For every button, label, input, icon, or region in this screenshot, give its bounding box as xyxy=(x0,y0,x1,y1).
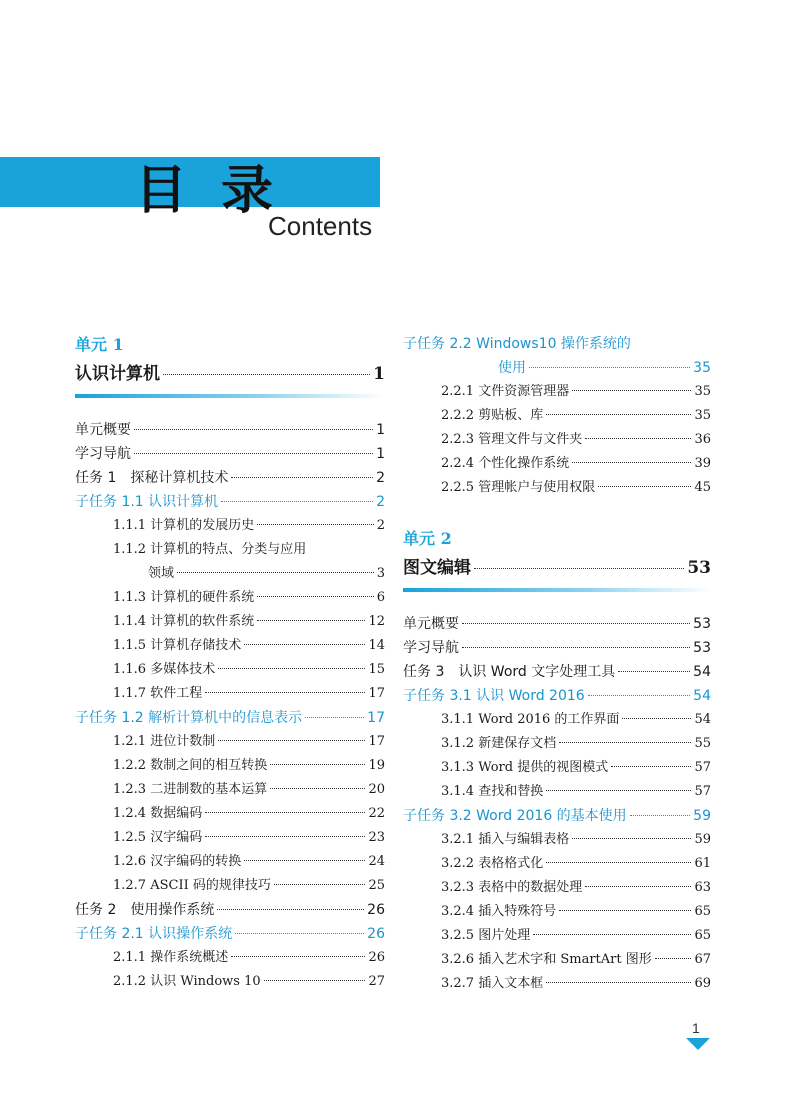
toc-task[interactable]: 任务 1 探秘计算机技术 2 xyxy=(75,470,385,486)
toc-section[interactable]: 1.1.3 计算机的硬件系统 6 xyxy=(113,590,385,605)
toc-subtask[interactable]: 子任务 2.2 Windows10 操作系统的 xyxy=(403,336,631,352)
leader-dots xyxy=(163,374,370,375)
page-subtitle: Contents xyxy=(268,211,373,241)
toc-section[interactable]: 1.1.2 计算机的特点、分类与应用 xyxy=(113,542,307,557)
toc-section[interactable]: 1.2.5 汉字编码 23 xyxy=(113,830,385,845)
toc-entry[interactable]: 学习导航 1 xyxy=(75,446,385,462)
toc-subtask[interactable]: 子任务 1.2 解析计算机中的信息表示 17 xyxy=(75,710,385,726)
toc-section[interactable]: 3.2.7 插入文本框 69 xyxy=(441,976,711,991)
toc-entry[interactable]: 学习导航 53 xyxy=(403,640,711,656)
unit-title-row[interactable] xyxy=(75,358,385,390)
toc-subtask[interactable]: 子任务 3.1 认识 Word 2016 54 xyxy=(403,688,711,704)
toc-section-continued[interactable]: 领域 3 xyxy=(148,566,385,581)
toc-left-column xyxy=(75,332,385,994)
toc-entry[interactable]: 单元概要 1 xyxy=(75,422,385,438)
unit-underline xyxy=(403,588,711,592)
toc-section[interactable]: 2.2.4 个性化操作系统 39 xyxy=(441,456,711,471)
toc-section[interactable]: 3.2.4 插入特殊符号 65 xyxy=(441,904,711,919)
unit-title: 认识计算机 xyxy=(75,364,160,384)
toc-entry[interactable]: 单元概要 53 xyxy=(403,616,711,632)
toc-subtask[interactable]: 子任务 2.1 认识操作系统 26 xyxy=(75,926,385,942)
toc-section[interactable]: 2.2.2 剪贴板、库 35 xyxy=(441,408,711,423)
toc-section[interactable]: 3.1.1 Word 2016 的工作界面 54 xyxy=(441,712,711,727)
toc-section[interactable]: 3.2.1 插入与编辑表格 59 xyxy=(441,832,711,847)
toc-task[interactable]: 任务 2 使用操作系统 26 xyxy=(75,902,385,918)
toc-section[interactable]: 2.2.1 文件资源管理器 35 xyxy=(441,384,711,399)
toc-subtask[interactable]: 子任务 3.2 Word 2016 的基本使用 59 xyxy=(403,808,711,824)
unit-title: 图文编辑 xyxy=(403,558,471,578)
toc-section[interactable]: 1.2.6 汉字编码的转换 24 xyxy=(113,854,385,869)
toc-section[interactable]: 1.2.4 数据编码 22 xyxy=(113,806,385,821)
toc-right-column xyxy=(403,332,711,996)
toc-section[interactable]: 3.2.2 表格格式化 61 xyxy=(441,856,711,871)
leader-dots xyxy=(474,568,684,569)
spacer xyxy=(403,500,711,526)
toc-section[interactable]: 2.1.1 操作系统概述 26 xyxy=(113,950,385,965)
toc-section[interactable]: 2.2.3 管理文件与文件夹 36 xyxy=(441,432,711,447)
unit-label: 单元 1 xyxy=(75,335,124,354)
unit-label: 单元 2 xyxy=(403,529,452,548)
page-number: 1 xyxy=(692,1020,700,1036)
toc-section[interactable]: 1.1.5 计算机存储技术 14 xyxy=(113,638,385,653)
unit-underline xyxy=(75,394,385,398)
toc-section[interactable]: 1.2.3 二进制数的基本运算 20 xyxy=(113,782,385,797)
toc-section[interactable]: 1.1.7 软件工程 17 xyxy=(113,686,385,701)
toc-subtask-continued[interactable]: 使用 35 xyxy=(498,360,711,376)
toc-section[interactable]: 1.1.4 计算机的软件系统 12 xyxy=(113,614,385,629)
toc-section[interactable]: 1.1.1 计算机的发展历史 2 xyxy=(113,518,385,533)
toc-section[interactable]: 3.1.4 查找和替换 57 xyxy=(441,784,711,799)
toc-section[interactable]: 1.2.1 进位计数制 17 xyxy=(113,734,385,749)
toc-section[interactable]: 3.1.3 Word 提供的视图模式 57 xyxy=(441,760,711,775)
toc-task[interactable]: 任务 3 认识 Word 文字处理工具 54 xyxy=(403,664,711,680)
toc-section[interactable]: 2.2.5 管理帐户与使用权限 45 xyxy=(441,480,711,495)
toc-section[interactable]: 1.1.6 多媒体技术 15 xyxy=(113,662,385,677)
toc-section[interactable]: 3.2.5 图片处理 65 xyxy=(441,928,711,943)
toc-section[interactable]: 1.2.7 ASCII 码的规律技巧 25 xyxy=(113,878,385,893)
toc-section[interactable]: 3.2.3 表格中的数据处理 63 xyxy=(441,880,711,895)
unit-page: 53 xyxy=(687,558,711,578)
toc-section[interactable]: 3.1.2 新建保存文档 55 xyxy=(441,736,711,751)
page-marker-triangle xyxy=(686,1038,710,1050)
toc-section[interactable]: 3.2.6 插入艺术字和 SmartArt 图形 67 xyxy=(441,952,711,967)
unit-page: 1 xyxy=(373,364,385,384)
toc-subtask[interactable]: 子任务 1.1 认识计算机 2 xyxy=(75,494,385,510)
toc-section[interactable]: 2.1.2 认识 Windows 10 27 xyxy=(113,974,385,989)
unit-title-row[interactable] xyxy=(403,552,711,584)
page-title: 目录 xyxy=(135,161,308,221)
toc-section[interactable]: 1.2.2 数制之间的相互转换 19 xyxy=(113,758,385,773)
